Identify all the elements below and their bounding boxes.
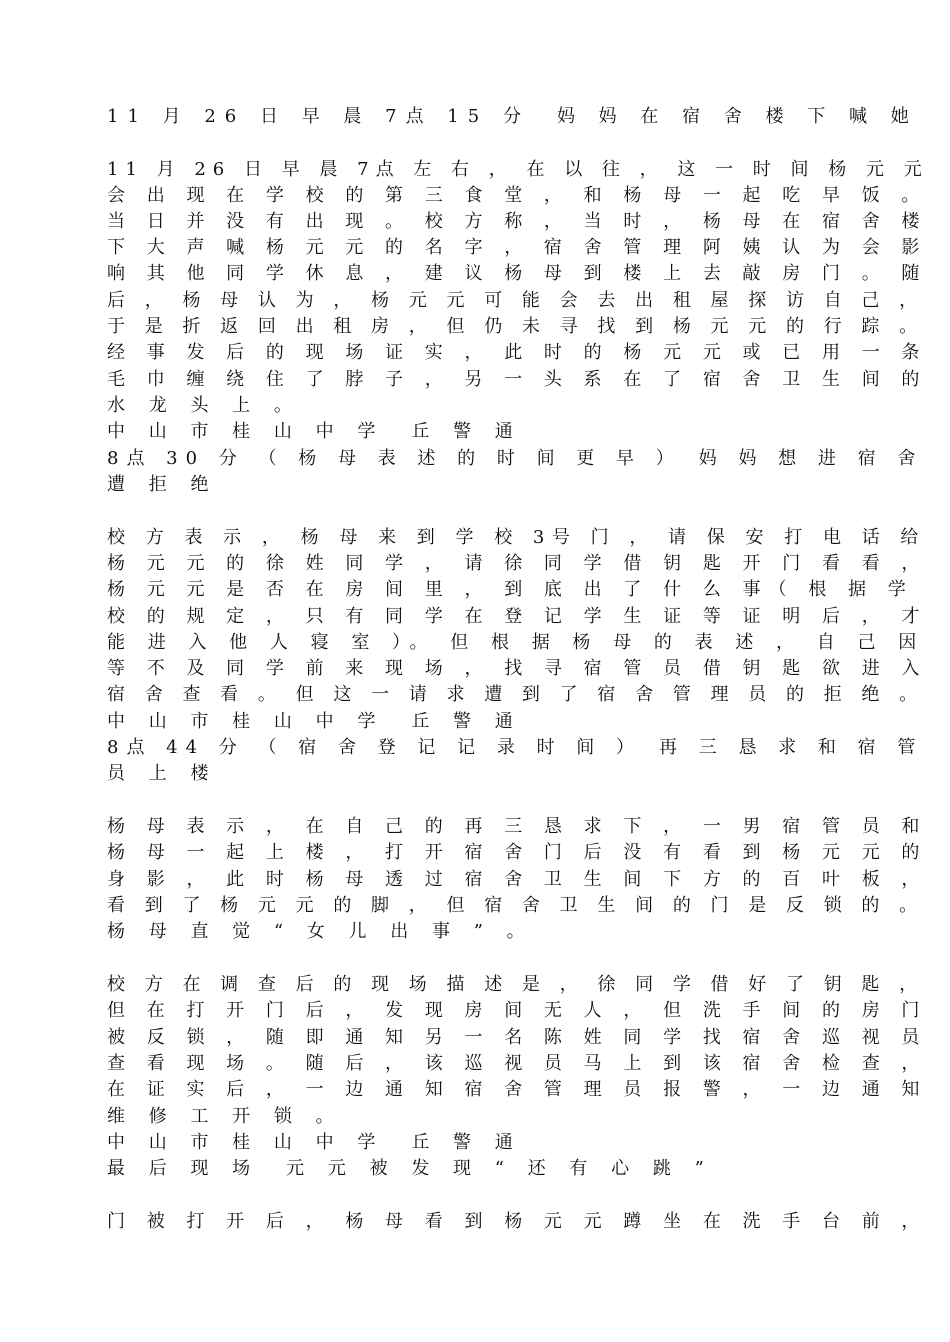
text-line: 宿 舍 查 看 。 但 这 一 请 求 遭 到 了 宿 舍 管 理 员 的 拒 绝 。 [107,684,925,705]
text-line: 杨 母 一 起 上 楼 ， 打 开 宿 舍 门 后 没 有 看 到 杨 元 元 的 [107,842,928,863]
text-line: 水 龙 头 上 。 [107,395,301,416]
text-line: 杨 元 元 是 否 在 房 间 里 ， 到 底 出 了 什 么 事（ 根 据 学 [107,579,914,600]
text-line: 杨 母 表 示 ， 在 自 己 的 再 三 恳 求 下 ， 一 男 宿 管 员 和 [107,816,928,837]
text-line: 会 出 现 在 学 校 的 第 三 食 堂 ， 和 杨 母 一 起 吃 早 饭 。 [107,185,928,206]
text-line: 杨 元 元 的 徐 姓 同 学 ， 请 徐 同 学 借 钥 匙 开 门 看 看 ， [107,553,928,574]
text-line: 在 证 实 后 ， 一 边 通 知 宿 舍 管 理 员 报 警 ， 一 边 通 知 [107,1079,928,1100]
text-line: 校 的 规 定 ， 只 有 同 学 在 登 记 学 生 证 等 证 明 后 ， 才 [107,606,928,627]
text-line: 当 日 并 没 有 出 现 。 校 方 称 ， 当 时 ， 杨 母 在 宿 舍 楼 [107,211,928,232]
text-line: 查 看 现 场 。 随 后 ， 该 巡 视 员 马 上 到 该 宿 舍 检 查 ， [107,1053,928,1074]
text-line: 校 方 在 调 查 后 的 现 场 描 述 是 ， 徐 同 学 借 好 了 钥 匙 ， [107,974,925,995]
text-line: 能 进 入 他 人 寝 室 ）。 但 根 据 杨 母 的 表 述 ， 自 己 因 [107,632,925,653]
text-line: 于 是 折 返 回 出 租 房 ， 但 仍 未 寻 找 到 杨 元 元 的 行 踪 。 [107,316,925,337]
heading-line: 最 后 现 场 元 元 被 发 现 “ 还 有 心 跳 ” [107,1158,713,1179]
source-line: 中 山 市 桂 山 中 学 丘 警 通 [107,711,522,732]
text-line: 杨 母 直 觉 “ 女 儿 出 事 ” 。 [107,921,534,942]
text-line: 11 月 26 日 早 晨 7点 左 右 ， 在 以 往 ， 这 一 时 间 杨 元 元 [107,159,929,180]
text-line: 等 不 及 同 学 前 来 现 场 ， 找 寻 宿 管 员 借 钥 匙 欲 进 入 [107,658,928,679]
text-line: 看 到 了 杨 元 元 的 脚 ， 但 宿 舍 卫 生 间 的 门 是 反 锁 的 。 [107,895,925,916]
source-line: 中 山 市 桂 山 中 学 丘 警 通 [107,1132,522,1153]
text-line: 校 方 表 示 ， 杨 母 来 到 学 校 3号 门 ， 请 保 安 打 电 话 给 [107,527,926,548]
text-line: 被 反 锁 ， 随 即 通 知 另 一 名 陈 姓 同 学 找 宿 舍 巡 视 员 [107,1027,928,1048]
source-line: 中 山 市 桂 山 中 学 丘 警 通 [107,421,522,442]
heading-line: 8点 30 分 （ 杨 母 表 述 的 时 间 更 早 ） 妈 妈 想 进 宿 舍 [107,448,924,469]
text-line: 经 事 发 后 的 现 场 证 实 ， 此 时 的 杨 元 元 或 已 用 一 条 [107,342,928,363]
text-line: 但 在 打 开 门 后 ， 发 现 房 间 无 人 ， 但 洗 手 间 的 房 门 [107,1000,928,1021]
text-line: 下 大 声 喊 杨 元 元 的 名 字 ， 宿 舍 管 理 阿 姨 认 为 会 影 [107,237,928,258]
text-line: 身 影 ， 此 时 杨 母 透 过 宿 舍 卫 生 间 下 方 的 百 叶 板 ， [107,869,928,890]
text-line: 后 ， 杨 母 认 为 ， 杨 元 元 可 能 会 去 出 租 屋 探 访 自 己 ， [107,290,925,311]
heading-line: 8点 44 分 （ 宿 舍 登 记 记 录 时 间 ） 再 三 恳 求 和 宿 管 [107,737,924,758]
text-line: 毛 巾 缠 绕 住 了 脖 子 ， 另 一 头 系 在 了 宿 舍 卫 生 间 的 [107,369,928,390]
text-line: 门 被 打 开 后 ， 杨 母 看 到 杨 元 元 蹲 坐 在 洗 手 台 前 ， [107,1211,928,1232]
heading-line: 11 月 26 日 早 晨 7点 15 分 妈 妈 在 宿 舍 楼 下 喊 她 [107,106,918,127]
text-line: 响 其 他 同 学 休 息 ， 建 议 杨 母 到 楼 上 去 敲 房 门 。 随 [107,263,928,284]
text-line: 维 修 工 开 锁 。 [107,1106,343,1127]
heading-line: 员 上 楼 [107,763,218,784]
heading-line: 遭 拒 绝 [107,474,218,495]
